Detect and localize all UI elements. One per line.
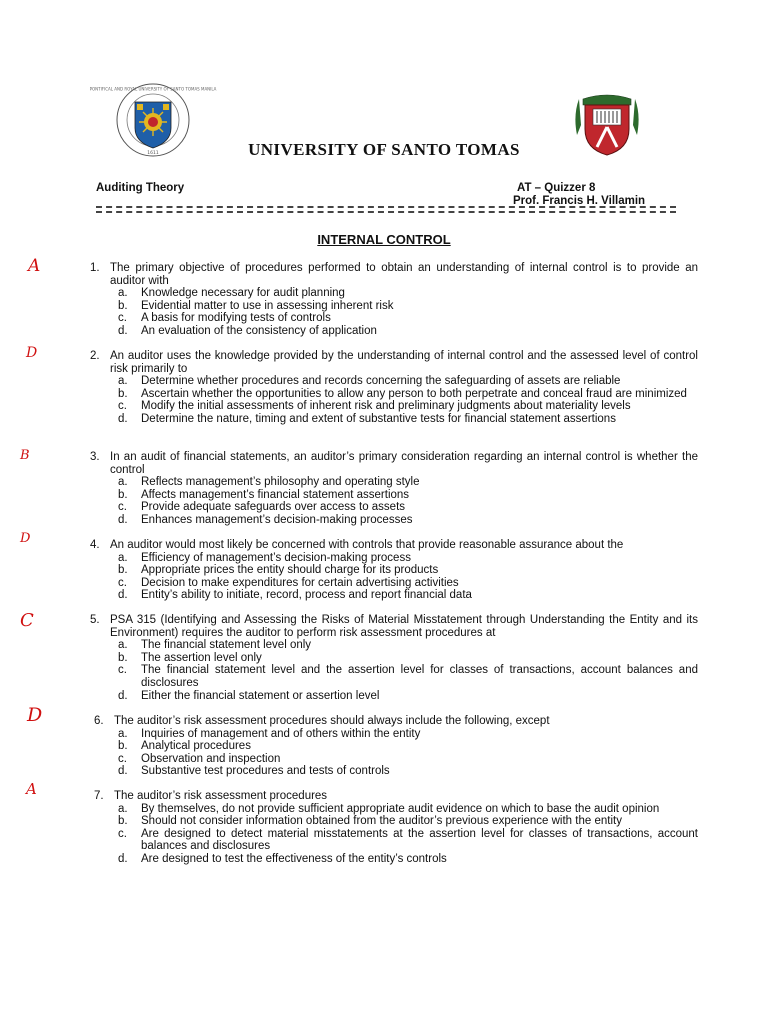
choice-item: a. By themselves, do not provide sufficient appropriate audit evidence on which to base the audit opinion: [118, 802, 660, 815]
question-stem: The auditor’s risk assessment procedures should always include the following, except: [114, 715, 550, 727]
choice-item: c. Provide adequate safeguards over access to assets: [118, 501, 406, 514]
course-name: Auditing Theory: [96, 182, 185, 194]
choice-item: d. Substantive test procedures and tests of controls: [118, 765, 390, 778]
choice-item: a. Knowledge necessary for audit planning: [118, 287, 345, 300]
header-divider: [96, 206, 676, 208]
question-stem: PSA 315 (Identifying and Assessing the Risks of Material Misstatement through Understanding the Entity and its Environment) requires the auditor to perform risk assessment procedures at: [110, 614, 698, 639]
choice-item: d. An evaluation of the consistency of application: [118, 324, 377, 337]
question-stem: An auditor uses the knowledge provided by the understanding of internal control and the assessed level of control risk primarily to: [110, 350, 698, 375]
question-4: [90, 539, 698, 602]
choice-item: a. Efficiency of management’s decision-making process: [118, 551, 411, 564]
handwritten-answer: B: [20, 448, 30, 463]
question-number: 5.: [90, 614, 100, 626]
question-1: [90, 262, 698, 338]
question-number: 6.: [94, 715, 104, 727]
university-name: UNIVERSITY OF SANTO TOMAS: [248, 140, 520, 159]
question-number: 1.: [90, 262, 100, 274]
svg-text:1611: 1611: [147, 151, 159, 156]
question-stem: An auditor would most likely be concerned with controls that provide reasonable assurance about the: [110, 539, 624, 551]
choice-item: a. Inquiries of management and of others within the entity: [118, 727, 421, 740]
question-2: [90, 350, 698, 426]
question-stem: The auditor’s risk assessment procedures: [114, 790, 328, 802]
choice-item: d. Entity’s ability to initiate, record, process and report financial data: [118, 589, 472, 602]
choice-item: b. Evidential matter to use in assessing inherent risk: [118, 299, 394, 312]
handwritten-answer: C: [20, 610, 34, 631]
choice-item: c. Observation and inspection: [118, 752, 281, 765]
handwritten-answer: D: [26, 345, 38, 361]
question-number: 3.: [90, 451, 100, 463]
question-7: [94, 790, 698, 866]
quiz-label: AT – Quizzer 8: [517, 182, 596, 194]
question-number: 7.: [94, 790, 104, 802]
handwritten-answer: D: [20, 531, 31, 546]
choice-item: c. A basis for modifying tests of controls: [118, 312, 331, 325]
question-number: 4.: [90, 539, 100, 551]
choice-item: a. The financial statement level only: [118, 639, 312, 652]
choice-item: a. Reflects management’s philosophy and operating style: [118, 476, 420, 489]
question-5: [90, 614, 698, 702]
choice-item: d. Determine the nature, timing and extent of substantive tests for financial statement assertions: [118, 412, 616, 425]
choice-item: c. The financial statement level and the assertion level for classes of transactions, account balances and disclosures: [118, 664, 698, 689]
handwritten-answer: A: [26, 780, 37, 798]
professor-name: Prof. Francis H. Villamin: [513, 195, 646, 207]
header-divider: [96, 211, 676, 213]
question-number: 2.: [90, 350, 100, 362]
choice-item: a. Determine whether procedures and records concerning the safeguarding of assets are reliable: [118, 375, 621, 388]
choice-item: b. Ascertain whether the opportunities to allow any person to both perpetrate and conceal fraud are minimized: [118, 387, 687, 400]
choice-item: c. Are designed to detect material misstatements at the assertion level for classes of transactions, account balances and disclosures: [118, 827, 698, 853]
question-stem: The primary objective of procedures performed to obtain an understanding of internal control is to provide an auditor with: [110, 262, 698, 287]
svg-text:PONTIFICAL AND ROYAL UNIVERSIT: PONTIFICAL AND ROYAL UNIVERSITY OF SANTO TOMAS MANILA: [89, 86, 217, 92]
choice-item: d. Either the financial statement or assertion level: [118, 689, 380, 702]
choice-item: b. Appropriate prices the entity should charge for its products: [118, 564, 439, 577]
question-6: [94, 715, 698, 778]
choice-item: c. Modify the initial assessments of inherent risk and preliminary judgments about materiality levels: [118, 400, 631, 413]
section-title: INTERNAL CONTROL: [317, 232, 451, 247]
handwritten-answer: D: [27, 704, 43, 726]
choice-item: d. Enhances management’s decision-making processes: [118, 513, 413, 526]
handwritten-answer: A: [28, 256, 41, 276]
choice-item: d. Are designed to test the effectiveness of the entity’s controls: [118, 852, 447, 865]
question-stem: In an audit of financial statements, an auditor’s primary consideration regarding an internal control is whether the control: [110, 451, 698, 476]
choice-item: c. Decision to make expenditures for certain advertising activities: [118, 576, 459, 589]
question-3: [90, 451, 698, 527]
choice-item: b. Analytical procedures: [118, 740, 251, 753]
choice-item: b. Affects management’s financial statement assertions: [118, 488, 410, 501]
choice-item: b. The assertion level only: [118, 651, 262, 664]
choice-item: b. Should not consider information obtained from the auditor’s previous experience with the entity: [118, 815, 622, 828]
